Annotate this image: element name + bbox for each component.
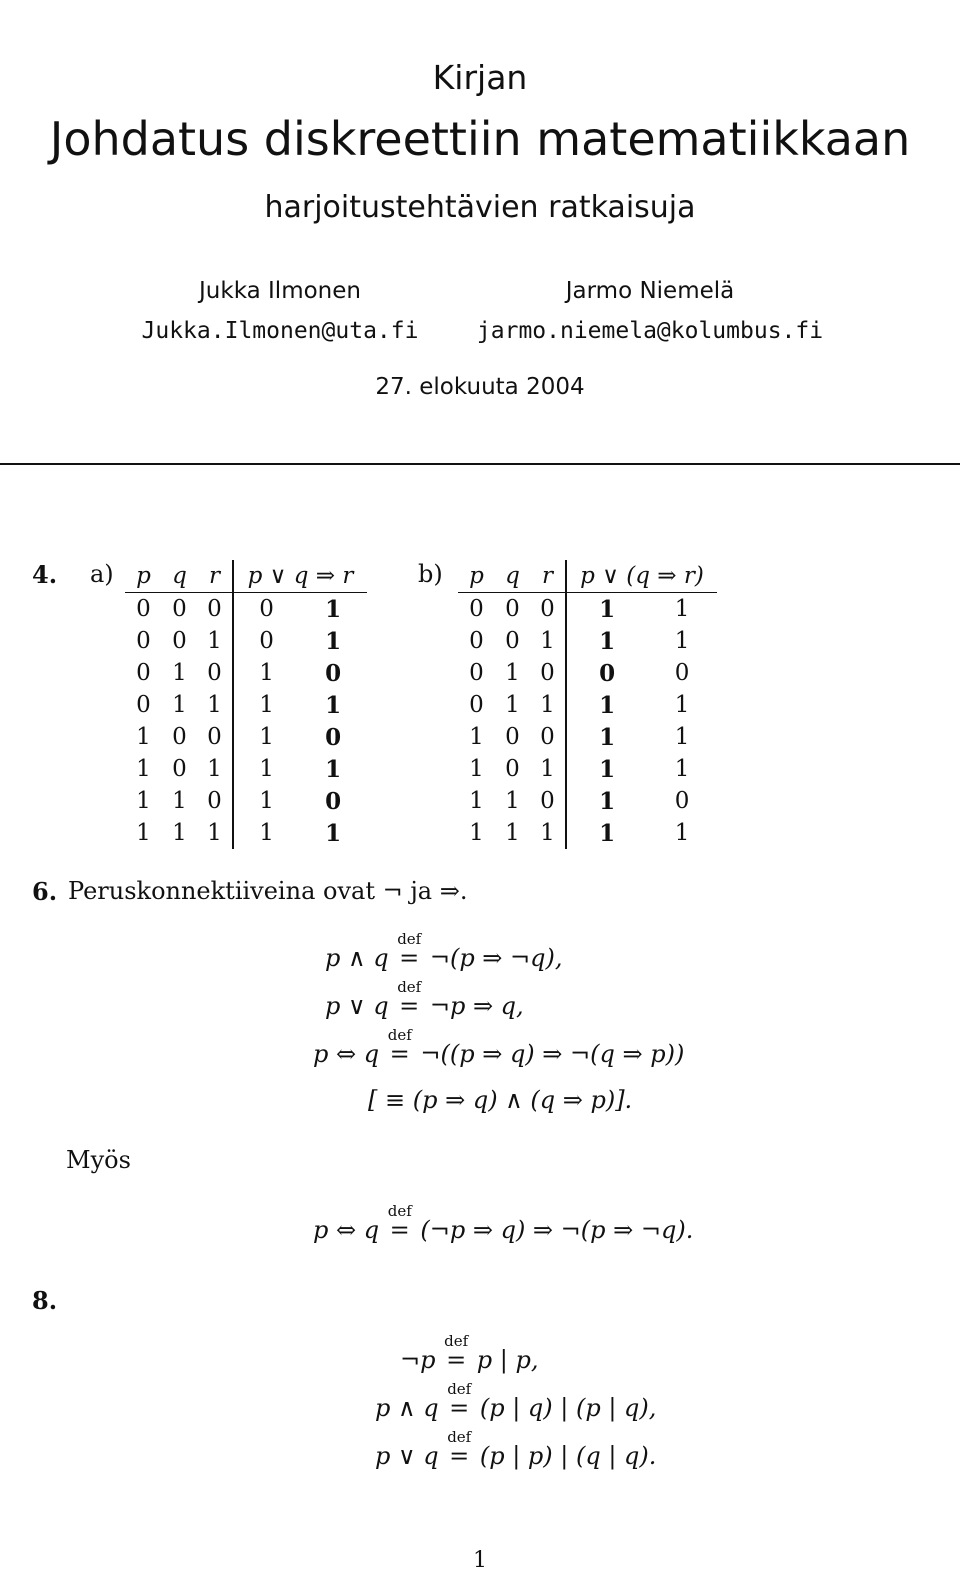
def-equals-symbol: def = [387, 1026, 412, 1068]
table-cell: 1 [505, 788, 520, 814]
table-cell: 1 [599, 595, 616, 623]
header-cell: p ∨ (q ⇒ r) [566, 560, 717, 593]
table-cell: 1 [599, 691, 616, 719]
table-cell: 0 [505, 756, 520, 782]
exercise-4-number: 4. [32, 560, 58, 589]
header-cell: p [125, 560, 162, 593]
table-row [458, 593, 717, 626]
table-cell: 1 [674, 628, 690, 654]
table-cell: 1 [197, 689, 233, 721]
definition-iff [313, 1026, 685, 1068]
definition-lhs: p ∨ q [325, 992, 389, 1020]
table-cell: 1 [136, 820, 151, 846]
equivalence-note: [ ≡ (p ⇒ q) ∧ (q ⇒ p)]. [368, 1086, 633, 1114]
header-cell: p [458, 560, 495, 593]
table-cell: 1 [259, 692, 274, 718]
table-cell: 1 [259, 724, 274, 750]
table-cell: 0 [469, 660, 484, 686]
table-cell: 1 [469, 820, 484, 846]
table-cell: 0 [197, 721, 233, 753]
table-cell: 1 [172, 692, 187, 718]
table-cell: 1 [325, 819, 342, 847]
table-cell: 0 [325, 787, 342, 815]
definition-lhs: p ∨ q [375, 1442, 439, 1470]
truth-table-a-header [125, 560, 367, 593]
table-cell: 1 [136, 788, 151, 814]
table-cell: 1 [259, 756, 274, 782]
document-date: 27. elokuuta 2004 [375, 374, 585, 400]
table-cell: 1 [325, 691, 342, 719]
table-cell: 1 [469, 788, 484, 814]
def-equals-symbol: def = [444, 1332, 469, 1374]
definition-and [325, 930, 563, 972]
table-cell: 0 [505, 596, 520, 622]
definition-or-nand [375, 1428, 657, 1470]
table-cell: 1 [674, 596, 690, 622]
table-cell: 1 [172, 788, 187, 814]
definition-lhs: ¬p [400, 1346, 436, 1374]
document-subtitle: harjoitustehtävien ratkaisuja [264, 190, 696, 225]
def-equals-symbol: def = [397, 930, 422, 972]
definition-rhs: (p | p) | (q | q). [479, 1442, 657, 1470]
table-cell: 0 [259, 596, 274, 622]
definition-lhs: p ∧ q [375, 1394, 439, 1422]
table-cell: 1 [530, 689, 566, 721]
table-cell: 1 [172, 820, 187, 846]
table-cell: 1 [674, 756, 690, 782]
def-equals-symbol: def = [397, 978, 422, 1020]
table-cell: 1 [599, 723, 616, 751]
definition-or [325, 978, 524, 1020]
table-cell: 0 [197, 785, 233, 817]
table-cell: 0 [172, 628, 187, 654]
header-divider [0, 463, 960, 465]
table-cell: 0 [136, 596, 151, 622]
table-cell: 0 [325, 723, 342, 751]
definition-and-nand [375, 1380, 657, 1422]
table-cell: 0 [530, 785, 566, 817]
table-row [458, 817, 717, 849]
page-number: 1 [473, 1548, 487, 1573]
table-cell: 0 [505, 724, 520, 750]
table-cell: 0 [530, 721, 566, 753]
table-cell: 0 [674, 660, 690, 686]
table-cell: 1 [469, 724, 484, 750]
book-kicker: Kirjan [432, 58, 528, 97]
table-row [125, 817, 367, 849]
header-cell: q [495, 560, 530, 593]
table-cell: 1 [197, 625, 233, 657]
author-email-1: Jukka.Ilmonen@uta.fi [141, 318, 419, 344]
table-row [458, 689, 717, 721]
header-cell: q [162, 560, 197, 593]
also-label: Myös [66, 1146, 131, 1174]
table-cell: 1 [530, 817, 566, 849]
author-email-2: jarmo.niemela@kolumbus.fi [476, 318, 824, 344]
header-cell: r [530, 560, 566, 593]
definition-rhs: ¬(p ⇒ ¬q), [429, 944, 563, 972]
table-cell: 0 [172, 596, 187, 622]
table-row [458, 657, 717, 689]
table-cell: 1 [259, 788, 274, 814]
table-cell: 1 [599, 755, 616, 783]
truth-table-b [458, 560, 717, 849]
def-equals-symbol: def = [387, 1202, 412, 1244]
table-cell: 1 [325, 755, 342, 783]
table-cell: 1 [530, 625, 566, 657]
def-equals-symbol: def = [447, 1380, 472, 1422]
exercise-6-number: 6. [32, 877, 58, 906]
table-cell: 1 [505, 660, 520, 686]
definition-lhs: p ⇔ q [313, 1040, 380, 1068]
definition-lhs: p ∧ q [325, 944, 389, 972]
header-cell: r [197, 560, 233, 593]
table-cell: 1 [505, 820, 520, 846]
truth-table-a [125, 560, 367, 849]
table-cell: 0 [469, 596, 484, 622]
exercise-4a-label: a) [90, 560, 114, 588]
table-row [458, 721, 717, 753]
table-cell: 0 [172, 724, 187, 750]
table-cell: 1 [259, 660, 274, 686]
table-row [458, 785, 717, 817]
table-cell: 1 [674, 692, 690, 718]
table-row [458, 625, 717, 657]
table-cell: 0 [136, 692, 151, 718]
table-cell: 1 [259, 820, 274, 846]
document-title: Johdatus diskreettiin matematiikkaan [49, 112, 911, 166]
table-cell: 1 [505, 692, 520, 718]
table-cell: 1 [136, 724, 151, 750]
table-cell: 0 [197, 593, 233, 626]
table-row [125, 721, 367, 753]
table-row [458, 753, 717, 785]
table-cell: 1 [325, 627, 342, 655]
exercise-6-text: Peruskonnektiiveina ovat ¬ ja ⇒. [68, 877, 468, 905]
definition-rhs: (p | q) | (p | q), [479, 1394, 657, 1422]
table-row [125, 785, 367, 817]
table-cell: 0 [197, 657, 233, 689]
table-cell: 0 [599, 659, 616, 687]
table-cell: 1 [674, 724, 690, 750]
table-cell: 1 [172, 660, 187, 686]
def-equals-symbol: def = [447, 1428, 472, 1470]
definition-iff-alt [313, 1202, 694, 1244]
table-cell: 1 [325, 595, 342, 623]
definition-rhs: p | p, [476, 1346, 539, 1374]
table-cell: 1 [599, 819, 616, 847]
table-row [125, 593, 367, 626]
table-row [125, 689, 367, 721]
table-row [125, 657, 367, 689]
table-cell: 0 [469, 628, 484, 654]
exercise-8-number: 8. [32, 1286, 58, 1315]
author-name-1: Jukka Ilmonen [199, 278, 361, 304]
table-cell: 0 [259, 628, 274, 654]
table-cell: 1 [599, 627, 616, 655]
truth-table-b-header [458, 560, 717, 593]
table-cell: 0 [530, 593, 566, 626]
definition-rhs: ¬p ⇒ q, [429, 992, 524, 1020]
table-cell: 0 [505, 628, 520, 654]
definition-rhs: ¬((p ⇒ q) ⇒ ¬(q ⇒ p)) [420, 1040, 685, 1068]
table-cell: 0 [530, 657, 566, 689]
table-cell: 0 [469, 692, 484, 718]
table-cell: 1 [530, 753, 566, 785]
table-cell: 0 [325, 659, 342, 687]
author-name-2: Jarmo Niemelä [565, 278, 735, 304]
table-cell: 0 [172, 756, 187, 782]
table-cell: 0 [136, 660, 151, 686]
header-cell: p ∨ q ⇒ r [233, 560, 367, 593]
exercise-4b-label: b) [418, 560, 443, 588]
table-cell: 1 [197, 753, 233, 785]
table-cell: 1 [674, 820, 690, 846]
table-cell: 0 [136, 628, 151, 654]
table-cell: 1 [469, 756, 484, 782]
table-row [125, 625, 367, 657]
table-cell: 0 [674, 788, 690, 814]
table-cell: 1 [136, 756, 151, 782]
table-cell: 1 [197, 817, 233, 849]
definition-not-nand [400, 1332, 539, 1374]
definition-lhs: p ⇔ q [313, 1216, 380, 1244]
definition-rhs: (¬p ⇒ q) ⇒ ¬(p ⇒ ¬q). [420, 1216, 694, 1244]
table-row [125, 753, 367, 785]
table-cell: 1 [599, 787, 616, 815]
